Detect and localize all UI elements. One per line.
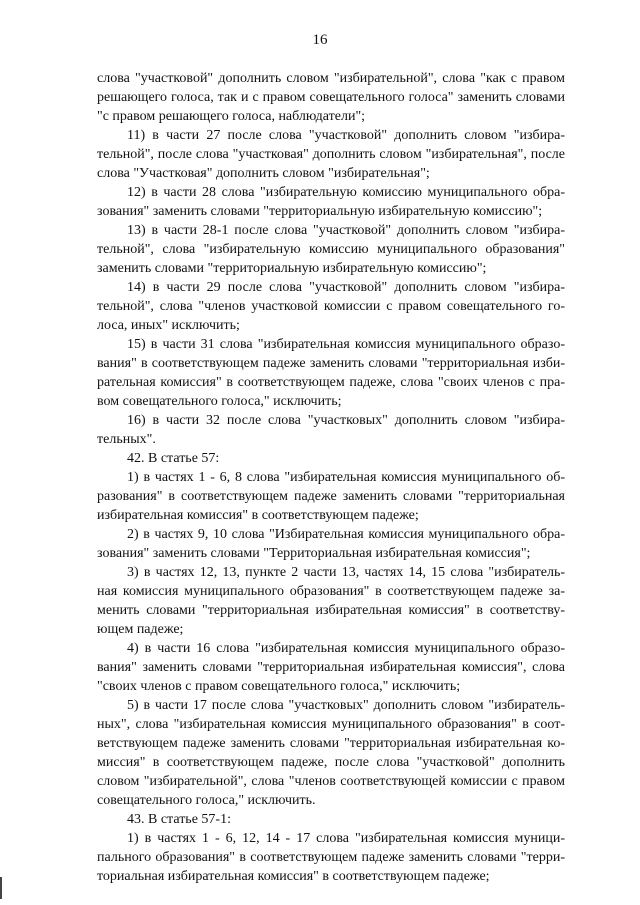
text-line: слова "участковой" дополнить словом "избирательной", слова "как с правом: [97, 71, 565, 86]
text-line: заменить словами "территориальную избирательную комиссию";: [97, 261, 487, 276]
text-line: рательная комиссия" в соответствующем падеже, слова "своих членов с пра-: [97, 375, 565, 390]
text-line: избирательная комиссия" в соответствующем падеже;: [97, 508, 419, 523]
text-line: миссия" в соответствующем падеже, после слова "участковой" дополнить: [97, 755, 565, 770]
text-line: вания" в соответствующем падеже заменить словами "территориальная изби-: [97, 356, 565, 371]
text-line: 43. В статье 57-1:: [127, 812, 231, 827]
text-line: разования" в соответствующем падеже заменить словами "территориальная: [97, 489, 565, 504]
text-line: 4) в части 16 слова "избирательная комиссия муниципального образо-: [127, 641, 565, 656]
scan-edge-mark: [0, 877, 2, 899]
text-line: зования" заменить словами "Территориальная избирательная комиссия";: [97, 546, 531, 561]
text-line: ториальная избирательная комиссия" в соответствующем падеже;: [97, 869, 490, 884]
text-line: тельной", слова "избирательную комиссию муниципального образования": [97, 242, 565, 257]
text-line: тельной", слова "членов участковой комиссии с правом совещательного го-: [97, 299, 565, 314]
text-line: вом совещательного голоса," исключить;: [97, 394, 342, 409]
text-line: 5) в части 17 после слова "участковых" дополнить словом "избиратель-: [127, 698, 565, 713]
text-line: лоса, иных" исключить;: [97, 318, 240, 333]
text-line: словом "избирательной", слова "членов соответствующей комиссии с правом: [97, 774, 565, 789]
text-line: "с правом решающего голоса, наблюдатели";: [97, 109, 366, 124]
text-line: совещательного голоса," исключить.: [97, 793, 316, 808]
page-number: 16: [312, 32, 328, 48]
text-line: 13) в части 28-1 после слова "участковой" дополнить словом "избира-: [127, 223, 565, 238]
text-line: 16) в части 32 после слова "участковых" дополнить словом "избира-: [127, 413, 565, 428]
text-line: менить словами "территориальная избирательная комиссия" в соответству-: [97, 603, 565, 618]
document-body: [97, 69, 565, 886]
text-line: 2) в частях 9, 10 слова "Избирательная комиссия муниципального обра-: [127, 527, 565, 542]
text-line: тельных".: [97, 432, 156, 447]
text-line: вания" заменить словами "территориальная избирательная комиссия", слова: [97, 660, 565, 675]
text-line: тельной", после слова "участковая" дополнить словом "избирательная", после: [97, 147, 565, 162]
text-line: ветствующем падеже заменить словами "территориальная избирательная ко-: [97, 736, 565, 751]
text-line: ющем падеже;: [97, 622, 184, 637]
text-line: зования" заменить словами "территориальную избирательную комиссию";: [97, 204, 543, 219]
text-line: слова "Участковая" дополнить словом "избирательная";: [97, 166, 430, 181]
text-line: "своих членов с правом совещательного голоса," исключить;: [97, 679, 461, 694]
text-line: 1) в частях 1 - 6, 8 слова "избирательная комиссия муниципального об-: [127, 470, 565, 485]
text-line: 11) в части 27 после слова "участковой" дополнить словом "избира-: [127, 128, 565, 143]
text-line: 3) в частях 12, 13, пункте 2 части 13, частях 14, 15 слова "избиратель-: [127, 565, 565, 580]
text-line: 1) в частях 1 - 6, 12, 14 - 17 слова "избирательная комиссия муници-: [127, 831, 565, 846]
text-line: 42. В статье 57:: [127, 451, 220, 466]
text-line: ных", слова "избирательная комиссия муниципального образования" в соот-: [97, 717, 565, 732]
text-line: 14) в части 29 после слова "участковой" дополнить словом "избира-: [127, 280, 565, 295]
text-line: 12) в части 28 слова "избирательную комиссию муниципального обра-: [127, 185, 565, 200]
text-line: ная комиссия муниципального образования" в соответствующем падеже за-: [97, 584, 565, 599]
text-line: пального образования" в соответствующем падеже заменить словами "терри-: [97, 850, 565, 865]
text-line: 15) в части 31 слова "избирательная комиссия муниципального образо-: [127, 337, 565, 352]
text-line: решающего голоса, так и с правом совещательного голоса" заменить словами: [97, 90, 565, 105]
